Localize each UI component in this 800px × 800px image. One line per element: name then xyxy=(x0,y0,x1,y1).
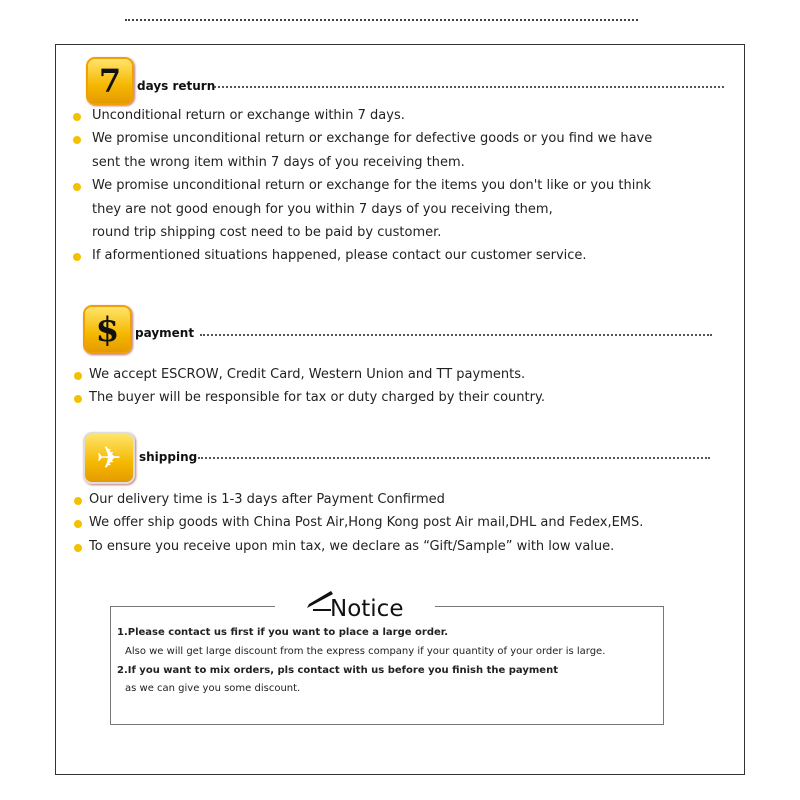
bullet-icon xyxy=(74,520,82,528)
bullet-icon xyxy=(74,544,82,552)
return-item-2: We promise unconditional return or exchange for defective goods or you find we have xyxy=(92,131,653,146)
notice-line-3: 2.If you want to mix orders, pls contact with us before you finish the payment xyxy=(117,665,558,676)
airplane-icon-glyph: ✈ xyxy=(96,440,122,476)
notice-line-2: Also we will get large discount from the express company if your quantity of your order is large. xyxy=(125,646,606,657)
return-item-4: If aformentioned situations happened, please contact our customer service. xyxy=(92,248,587,263)
shipping-item-3: To ensure you receive upon min tax, we declare as “Gift/Sample” with low value. xyxy=(89,539,615,554)
shipping-item-1: Our delivery time is 1-3 days after Payment Confirmed xyxy=(89,492,445,507)
airplane-icon xyxy=(83,432,135,484)
top-dotted-divider xyxy=(125,19,638,21)
bullet-icon xyxy=(73,253,81,261)
seven-days-icon xyxy=(86,57,134,105)
bullet-icon xyxy=(74,372,82,380)
notice-line-4: as we can give you some discount. xyxy=(125,683,301,694)
dollar-icon xyxy=(83,305,132,354)
section-divider xyxy=(200,334,712,336)
return-item-2-cont: sent the wrong item within 7 days of you receiving them. xyxy=(92,155,465,170)
seven-days-icon-text: 7 xyxy=(98,62,122,100)
bullet-icon xyxy=(74,395,82,403)
notice-title: Notice xyxy=(330,596,404,622)
bullet-icon xyxy=(73,113,81,121)
bullet-icon xyxy=(73,136,81,144)
section-title-days-return: days return xyxy=(137,79,216,93)
return-item-1: Unconditional return or exchange within 7 days. xyxy=(92,108,405,123)
section-title-shipping: shipping xyxy=(139,450,198,464)
payment-item-2: The buyer will be responsible for tax or duty charged by their country. xyxy=(89,390,545,405)
payment-item-1: We accept ESCROW, Credit Card, Western Union and TT payments. xyxy=(89,367,526,382)
bullet-icon xyxy=(73,183,81,191)
return-item-3-cont2: round trip shipping cost need to be paid by customer. xyxy=(92,225,442,240)
return-item-3: We promise unconditional return or exchange for the items you don't like or you think xyxy=(92,178,652,193)
bullet-icon xyxy=(74,497,82,505)
return-item-3-cont: they are not good enough for you within 7 days of you receiving them, xyxy=(92,202,553,217)
notice-line-1: 1.Please contact us first if you want to place a large order. xyxy=(117,627,449,638)
section-title-payment: payment xyxy=(135,326,195,340)
dollar-icon-text: $ xyxy=(95,309,120,350)
section-divider xyxy=(198,457,710,459)
shipping-item-2: We offer ship goods with China Post Air,Hong Kong post Air mail,DHL and Fedex,EMS. xyxy=(89,515,644,530)
section-divider xyxy=(214,86,724,88)
